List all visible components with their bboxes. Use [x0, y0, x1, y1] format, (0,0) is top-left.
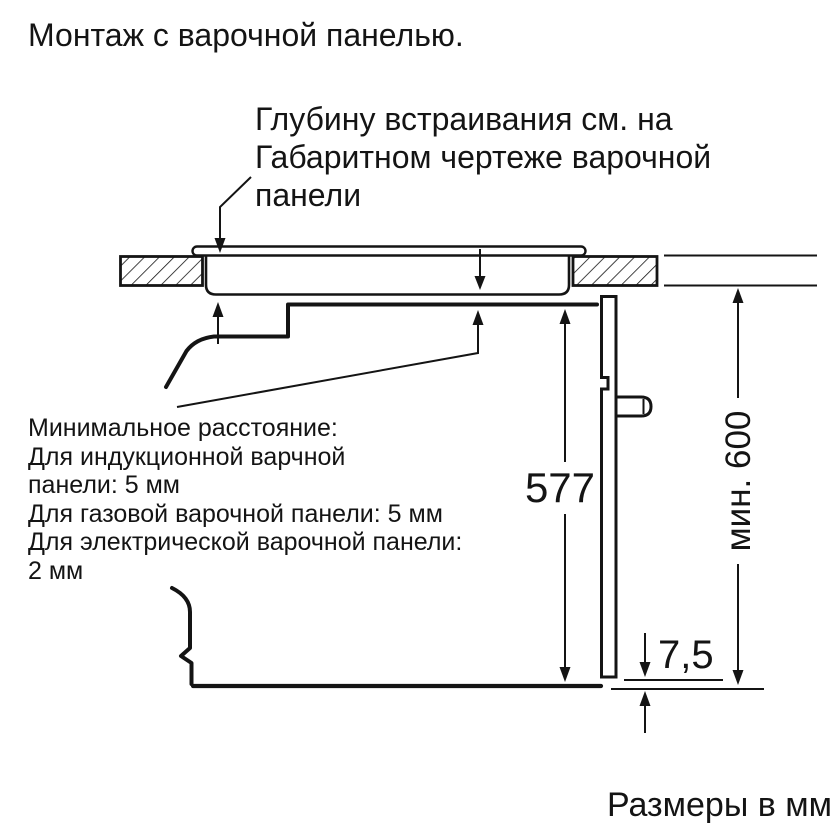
arrowhead-up — [733, 288, 744, 303]
hob-tub — [206, 251, 569, 295]
arrowhead-up — [473, 310, 484, 325]
arrowhead-up — [213, 302, 224, 317]
leader-embed-depth — [215, 177, 252, 253]
dimension-label-oven-height: 577 — [524, 464, 596, 511]
note-line: Минимальное расстояние: — [28, 414, 338, 442]
arrowhead-up — [640, 691, 651, 706]
cabinet-lower-break-outline — [172, 588, 192, 684]
arrowhead-up — [560, 309, 571, 324]
dimension-label-niche-height: мин. 600 — [719, 410, 758, 552]
dimension-7-5 — [640, 633, 651, 733]
arrowhead-down — [640, 662, 651, 677]
dimension-label-door-offset: 7,5 — [658, 633, 714, 677]
arrowhead-down — [560, 667, 571, 682]
arrowhead-down — [733, 670, 744, 685]
note-line: Для индукционной варчной — [28, 442, 346, 471]
oven-top-step-outline — [166, 305, 597, 388]
hob — [193, 247, 586, 295]
callout-line: Глубину встраивания см. на — [255, 101, 673, 137]
door-knob — [614, 397, 651, 416]
note-line: 2 мм — [28, 556, 84, 585]
countertop-right-block — [573, 257, 657, 286]
callout-line: панели — [255, 177, 362, 213]
callout-line: Габаритном чертеже варочной — [255, 139, 712, 175]
units-note: Размеры в мм — [606, 786, 832, 824]
note-min-distance — [28, 414, 462, 585]
page-title: Монтаж с варочной панелью. — [28, 17, 464, 53]
callout-embed-depth — [255, 100, 711, 214]
note-line: Для газовой варочной панели: 5 мм — [28, 499, 443, 528]
note-line: Для электрической варочной панели: — [28, 528, 463, 556]
countertop-left-block — [121, 257, 203, 286]
note-line: панели: 5 мм — [28, 471, 180, 499]
hob-glass-top — [193, 247, 586, 256]
